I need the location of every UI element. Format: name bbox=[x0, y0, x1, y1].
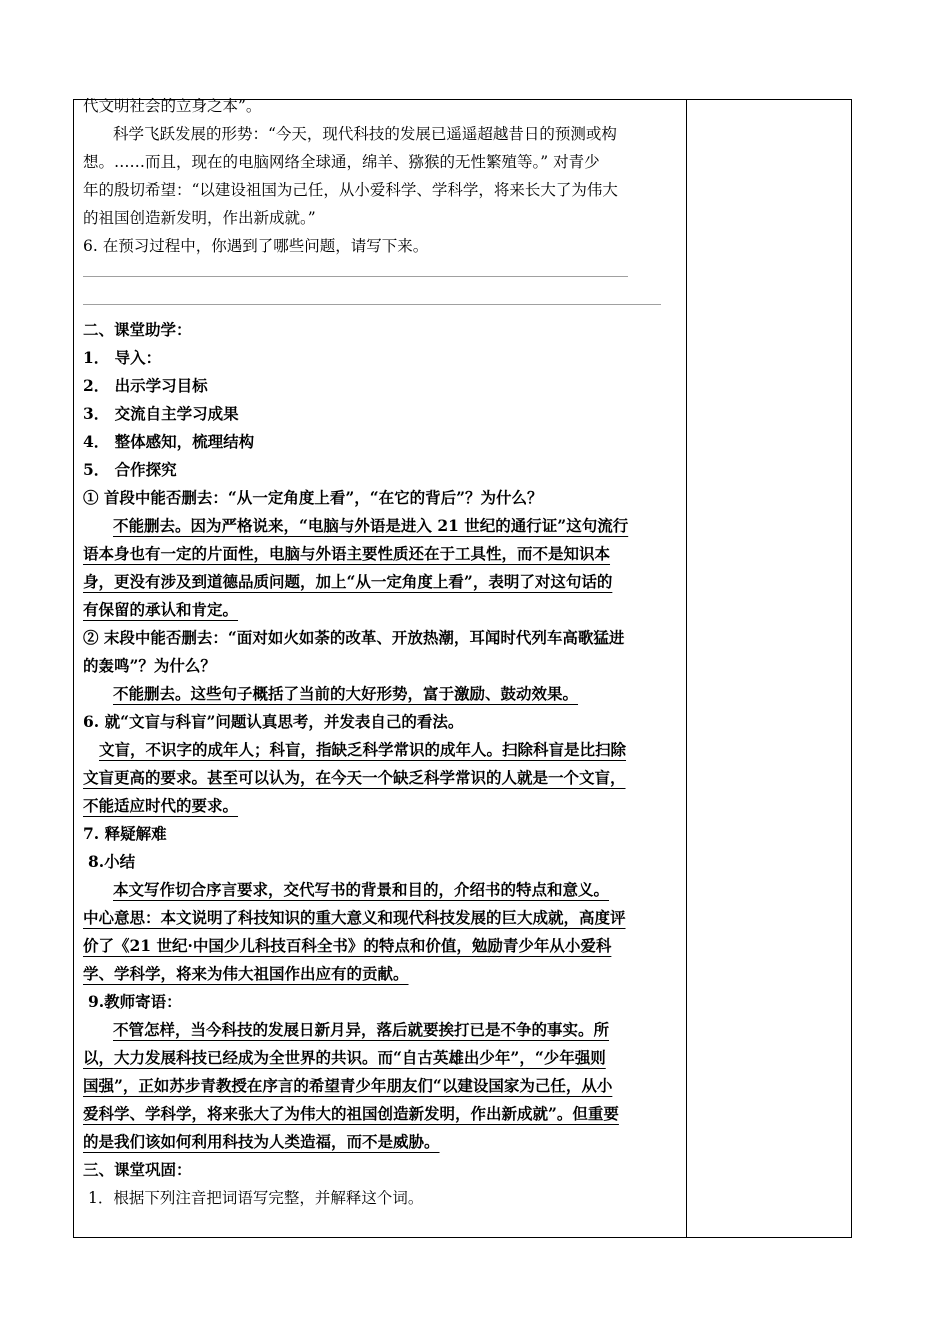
content-cell bbox=[83, 92, 679, 1212]
answer-line: 身，更没有涉及到道德品质问题，加上“从一定角度上看”，表明了对这句话的 bbox=[83, 572, 613, 591]
section-heading-3: 三、课堂巩固： bbox=[83, 1160, 192, 1179]
exercise-1: 1．根据下列注音把词语写完整，并解释这个词。 bbox=[88, 1189, 424, 1207]
answer-line: 文盲更高的要求。甚至可以认为，在今天一个缺乏科学常识的人就是一个文盲， bbox=[83, 768, 626, 787]
answer-blank-area[interactable] bbox=[83, 260, 679, 316]
answer-line: 有保留的承认和肯定。 bbox=[83, 600, 239, 619]
text-line: 代文明社会的立身之本”。 bbox=[83, 97, 262, 115]
answer-line: 语本身也有一定的片面性，电脑与外语主要性质还在于工具性，而不是知识本 bbox=[83, 544, 611, 563]
text-line: 的祖国创造新发明，作出新成就。” bbox=[83, 209, 316, 227]
text-line: 年的殷切希望：“以建设祖国为己任，从小爱科学、学科学，将来长大了为伟大 bbox=[83, 181, 618, 199]
lesson-table bbox=[73, 99, 852, 1238]
summary-line: 中心意思：本文说明了科技知识的重大意义和现代科技发展的巨大成就，高度评 bbox=[83, 908, 626, 927]
question-1: ① 首段中能否删去：“从一定角度上看”，“在它的背后”？为什么？ bbox=[83, 488, 543, 507]
summary-line: 价了《21 世纪·中国少儿科技百科全书》的特点和价值，勉励青少年从小爱科 bbox=[83, 936, 612, 955]
answer-line: 不能适应时代的要求。 bbox=[83, 796, 239, 815]
text-line: 科学飞跃发展的形势：“今天，现代科技的发展已遥遥超越昔日的预测或构 bbox=[113, 125, 617, 143]
message-line: 的是我们该如何利用科技为人类造福，而不是威胁。 bbox=[83, 1132, 440, 1151]
answer-line: 不能删去。因为严格说来，“电脑与外语是进入 21 世纪的通行证”这句流行 bbox=[113, 516, 629, 535]
answer-line: 不能删去。这些句子概括了当前的大好形势，富于激励、鼓动效果。 bbox=[113, 684, 579, 703]
summary-line: 学、学科学，将来为伟大祖国作出应有的贡献。 bbox=[83, 964, 409, 983]
question-6: 6. 就“文盲与科盲”问题认真思考，并发表自己的看法。 bbox=[83, 712, 464, 731]
answer-line: 文盲，不识字的成年人；科盲，指缺乏科学常识的成年人。扫除科盲是比扫除 bbox=[99, 740, 627, 759]
message-line: 爱科学、学科学，将来张大了为伟大的祖国创造新发明，作出新成就”。但重要 bbox=[83, 1104, 619, 1123]
answer-blank-line[interactable] bbox=[83, 276, 628, 277]
question-2: ② 末段中能否删去：“面对如火如荼的改革、开放热潮，耳闻时代列车高歌猛进 bbox=[83, 628, 625, 647]
summary-line: 本文写作切合序言要求，交代写书的背景和目的，介绍书的特点和意义。 bbox=[113, 880, 610, 899]
section-heading-2: 二、课堂助学： bbox=[83, 320, 192, 339]
step-item: 9.教师寄语： bbox=[88, 992, 182, 1011]
text-line: 想。……而且，现在的电脑网络全球通，绵羊、猕猴的无性繁殖等。” 对青少 bbox=[83, 153, 600, 171]
question-2-cont: 的轰鸣”？为什么？ bbox=[83, 656, 216, 675]
step-item: 7. 释疑解难 bbox=[83, 824, 167, 843]
step-item: 1． 导入： bbox=[83, 348, 162, 367]
answer-blank-line[interactable] bbox=[83, 304, 661, 305]
message-line: 国强”，正如苏步青教授在序言的希望青少年朋友们“以建设国家为己任，从小 bbox=[83, 1076, 613, 1095]
message-line: 不管怎样，当今科技的发展日新月异，落后就要挨打已是不争的事实。所 bbox=[113, 1020, 610, 1039]
step-item: 3． 交流自主学习成果 bbox=[83, 404, 239, 423]
question-6-preview: 6. 在预习过程中，你遇到了哪些问题，请写下来。 bbox=[83, 237, 429, 255]
message-line: 以，大力发展科技已经成为全世界的共识。而“自古英雄出少年”，“少年强则 bbox=[83, 1048, 606, 1067]
step-item: 4． 整体感知，梳理结构 bbox=[83, 432, 255, 451]
step-item: 2． 出示学习目标 bbox=[83, 376, 208, 395]
step-item: 5． 合作探究 bbox=[83, 460, 177, 479]
notes-column bbox=[686, 100, 687, 1237]
step-item: 8.小结 bbox=[88, 852, 136, 871]
